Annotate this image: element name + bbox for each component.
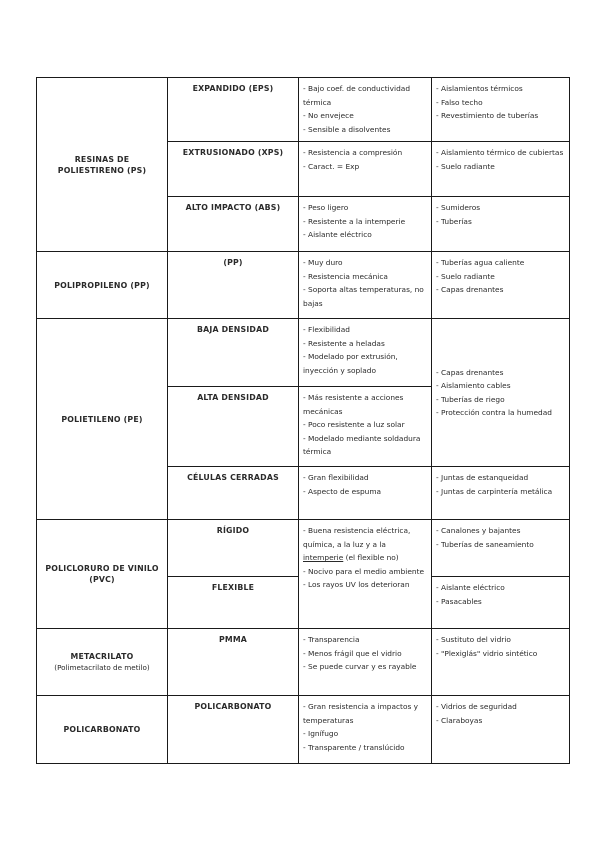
underlined-word: intemperie [303, 553, 344, 563]
property-item: - Poco resistente a luz solar [303, 420, 405, 430]
properties-list [299, 252, 431, 310]
use-item: - Juntas de carpintería metálica [436, 486, 553, 496]
uses-cell-pmma [431, 628, 570, 696]
property-item: - Resistencia a compresión [303, 148, 403, 157]
properties-cell-pp [298, 251, 432, 319]
uses-cell-policarbonato [431, 695, 570, 764]
family-label-wrap [54, 651, 149, 673]
use-item: - Aislante eléctrico [436, 583, 505, 592]
properties-cell-pvc-shared [298, 519, 432, 629]
property-item: - Sensible a disolventes [303, 124, 391, 134]
type-cell-pmma [167, 628, 299, 696]
uses-cell-eps [431, 77, 570, 142]
family-cell-poliestireno [36, 77, 168, 252]
type-label: EXTRUSIONADO (XPS) [182, 148, 284, 157]
type-label: CÉLULAS CERRADAS [187, 473, 279, 482]
property-item: - Flexibilidad [303, 325, 350, 334]
properties-cell-celulas-cerradas [298, 466, 432, 520]
use-item: - Pasacables [436, 596, 482, 606]
uses-list [432, 78, 569, 123]
property-item: - Modelado por extrusión, inyección y soplado [303, 352, 398, 375]
use-item: - Sustituto del vidrio [436, 635, 511, 644]
property-item: - Aspecto de espuma [303, 486, 382, 496]
property-item: - Gran flexibilidad [303, 473, 369, 482]
family-label: METACRILATO [70, 652, 134, 661]
type-cell-flexible [167, 576, 299, 629]
use-item: - Tuberías agua caliente [436, 258, 525, 267]
uses-cell-xps [431, 141, 570, 197]
uses-list [432, 142, 569, 173]
type-label: PMMA [218, 635, 248, 644]
property-item: - Resistencia mecánica [303, 271, 388, 281]
type-cell-baja-densidad [167, 318, 299, 387]
use-item: - Aislamientos térmicos [436, 84, 523, 93]
family-cell-policarbonato [36, 695, 168, 764]
property-item: - Peso ligero [303, 203, 349, 212]
family-cell-polipropileno [36, 251, 168, 319]
uses-list [432, 520, 569, 551]
properties-cell-xps [298, 141, 432, 197]
use-item: - Juntas de estanqueidad [436, 473, 529, 482]
property-item: - Ignífugo [303, 729, 339, 739]
property-item: - Modelado mediante soldadura térmica [303, 433, 421, 457]
family-label: POLIPROPILENO (PP) [54, 280, 150, 290]
properties-cell-eps [298, 77, 432, 142]
type-cell-xps [167, 141, 299, 197]
uses-cell-pp [431, 251, 570, 319]
uses-list [432, 577, 569, 608]
property-item: - Caract. = Exp [303, 161, 360, 171]
properties-cell-baja-densidad [298, 318, 432, 387]
properties-list [299, 142, 431, 173]
type-cell-celulas-cerradas [167, 466, 299, 520]
properties-list [299, 319, 431, 377]
properties-list [299, 629, 431, 674]
type-label: FLEXIBLE [211, 583, 255, 592]
property-item: - Transparencia [303, 635, 360, 644]
type-label: (PP) [223, 258, 243, 267]
type-cell-pp [167, 251, 299, 319]
property-item: - Bajo coef. de conductividad térmica [303, 84, 411, 107]
property-item: - Nocivo para el medio ambiente [303, 566, 425, 576]
type-cell-alta-densidad [167, 386, 299, 467]
properties-list [299, 197, 431, 242]
family-label: POLICARBONATO [63, 725, 141, 734]
properties-list [299, 387, 431, 459]
family-note: (Polimetacrilato de metilo) [54, 663, 150, 672]
property-item: - Resistente a heladas [303, 338, 385, 348]
type-label: BAJA DENSIDAD [196, 325, 270, 334]
properties-list [299, 696, 431, 754]
property-item: - Más resistente a acciones mecánicas [303, 393, 404, 416]
uses-cell-celulas-cerradas [431, 466, 570, 520]
properties-cell-policarbonato [298, 695, 432, 764]
plastics-table [36, 77, 570, 764]
properties-cell-abs [298, 196, 432, 252]
use-item: - Capas drenantes [436, 367, 504, 377]
use-item: - Aislamiento térmico de cubiertas [436, 148, 564, 157]
property-item: - Muy duro [303, 258, 343, 267]
use-item: - "Plexiglás" vidrio sintético [436, 648, 538, 658]
uses-list [432, 197, 569, 228]
type-label: ALTO IMPACTO (ABS) [185, 203, 281, 212]
uses-list [432, 252, 569, 297]
family-cell-pvc [36, 519, 168, 629]
use-item: - Claraboyas [436, 715, 483, 725]
properties-list [299, 78, 431, 136]
family-cell-polietileno [36, 318, 168, 520]
property-item: - Resistente a la intemperie [303, 216, 406, 226]
family-label: POLIETILENO (PE) [61, 414, 143, 424]
uses-cell-rigido [431, 519, 570, 577]
type-cell-policarbonato [167, 695, 299, 764]
property-item: - Soporta altas temperaturas, no bajas [303, 285, 424, 308]
use-item: - Tuberías de riego [436, 394, 505, 404]
use-item: - Canalones y bajantes [436, 526, 521, 535]
family-label: RESINAS DE POLIESTIRENO (PS) [57, 154, 147, 175]
use-item: - Suelo radiante [436, 161, 495, 171]
use-item: - Tuberías [436, 216, 472, 226]
uses-cell-flexible [431, 576, 570, 629]
properties-cell-alta-densidad [298, 386, 432, 467]
use-item: - Protección contra la humedad [436, 408, 552, 418]
properties-list [299, 467, 431, 498]
use-item: - Vidrios de seguridad [436, 702, 517, 711]
family-label: POLICLORURO DE VINILO (PVC) [45, 564, 159, 584]
type-label: ALTA DENSIDAD [197, 393, 269, 402]
use-item: - Sumideros [436, 203, 481, 212]
type-label: RÍGIDO [216, 526, 250, 535]
property-item: - Aislante eléctrico [303, 230, 372, 240]
property-text: - Buena resistencia eléctrica, química, a la luz y a la [303, 526, 411, 549]
properties-list [299, 520, 431, 592]
type-label: EXPANDIDO (EPS) [192, 84, 274, 93]
use-item: - Suelo radiante [436, 271, 495, 281]
property-text: (el flexible no) [343, 553, 399, 563]
use-item: - Aislamiento cables [436, 380, 511, 390]
uses-list [432, 467, 569, 498]
uses-cell-abs [431, 196, 570, 252]
type-cell-rigido [167, 519, 299, 577]
use-item: - Falso techo [436, 97, 483, 107]
uses-list [432, 696, 569, 727]
type-cell-eps [167, 77, 299, 142]
property-item: - Gran resistencia a impactos y temperaturas [303, 702, 419, 725]
use-item: - Revestimiento de tuberías [436, 111, 539, 121]
property-item: - Se puede curvar y es rayable [303, 662, 417, 672]
property-item: - Los rayos UV los deterioran [303, 580, 410, 590]
property-item: - Transparente / translúcido [303, 742, 405, 752]
use-item: - Tuberías de saneamiento [436, 539, 534, 549]
property-item: - No envejece [303, 111, 354, 121]
family-cell-metacrilato [36, 628, 168, 696]
properties-cell-pmma [298, 628, 432, 696]
type-cell-abs [167, 196, 299, 252]
property-item [303, 524, 427, 565]
property-item: - Menos frágil que el vidrio [303, 648, 402, 658]
uses-list [432, 365, 556, 419]
uses-list [432, 629, 569, 660]
type-label: POLICARBONATO [194, 702, 272, 711]
use-item: - Capas drenantes [436, 285, 504, 295]
uses-cell-polietileno-shared [431, 318, 570, 467]
